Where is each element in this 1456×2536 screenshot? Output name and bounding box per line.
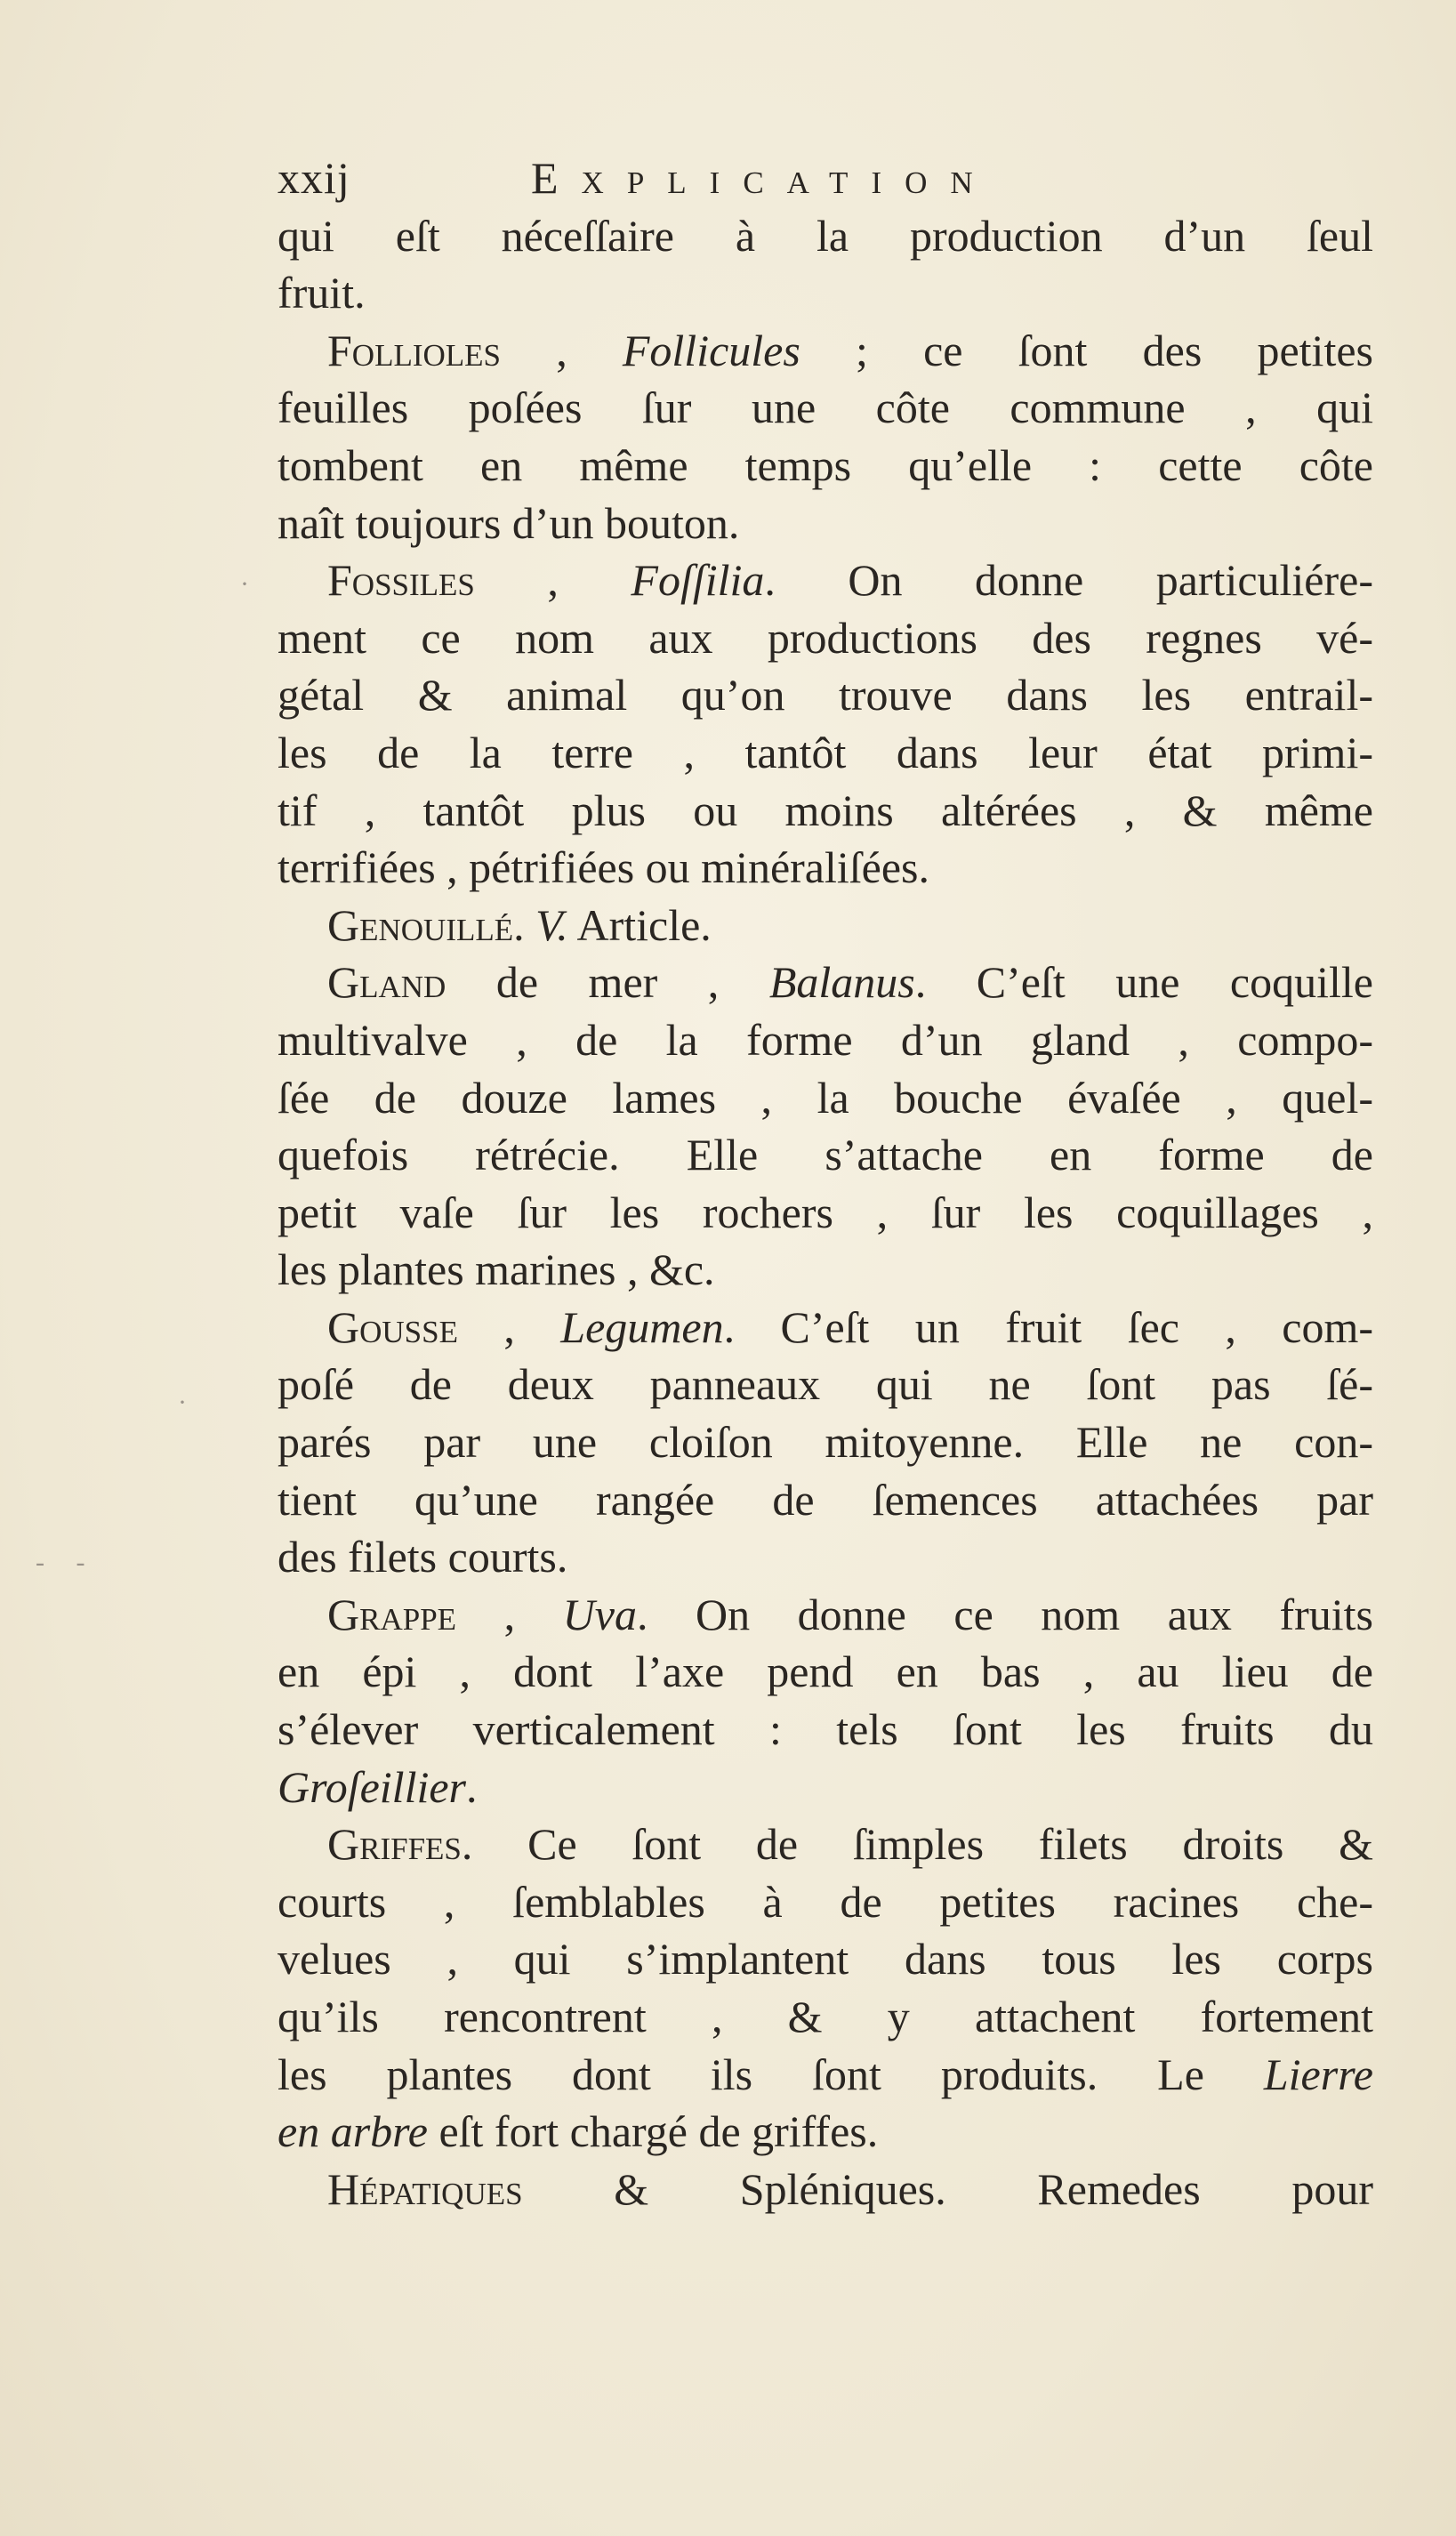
text-line: en épi , dont l’axe pend en bas , au lieu de — [278, 1646, 1373, 1697]
text-line: tombent en même temps qu’elle : cette côte — [278, 439, 1373, 490]
text-line: parés par une cloiſon mitoyenne. Elle ne con- — [278, 1417, 1373, 1468]
text-line: quefois rétrécie. Elle s’attache en forme de — [278, 1130, 1373, 1180]
entry-gland: Gland de mer , Balanus. C’eſt une coquille — [327, 957, 1373, 1008]
entry-term: Fossiles — [327, 555, 475, 606]
margin-dashes: - - — [36, 1548, 98, 1577]
text-line: qui eſt néceſſaire à la production d’un ſeul — [278, 210, 1373, 261]
text-line: poſé de deux panneaux qui ne ſont pas ſé- — [278, 1359, 1373, 1410]
entry-term: Griffes — [327, 1819, 462, 1870]
plant-name: Lierre — [1263, 2049, 1373, 2099]
entry-term: Follioles — [327, 325, 501, 375]
see-reference: V. — [535, 899, 568, 950]
text-line: des filets courts. — [278, 1532, 568, 1582]
running-title: Explication — [531, 153, 996, 203]
plant-name: Groſeillier — [278, 1761, 467, 1812]
latin-term: Follicules — [622, 325, 800, 375]
text-line: qu’ils rencontrent , & y attachent fortement — [278, 1992, 1373, 2041]
latin-term: Balanus — [768, 957, 915, 1008]
entry-term: Hépatiques — [327, 2163, 523, 2214]
text-line: tif , tantôt plus ou moins altérées , & même — [278, 785, 1373, 835]
latin-term: Uva — [562, 1589, 637, 1639]
entry-grappe: Grappe , Uva. On donne ce nom aux fruits — [327, 1589, 1374, 1639]
text-line: s’élever verticalement : tels ſont les fruits du — [278, 1704, 1373, 1755]
entry-term: Gland — [327, 957, 446, 1008]
text-line: terrifiées , pétrifiées ou minéraliſées. — [278, 842, 930, 893]
entry-griffes: Griffes. Ce ſont de ſimples filets droits & — [327, 1819, 1373, 1870]
text-line: Groſeillier. — [278, 1761, 478, 1812]
entry-follioles: Follioles , Follicules ; ce ſont des petites — [327, 325, 1373, 375]
entry-term: Gousse — [327, 1301, 458, 1352]
text-line: courts , ſemblables à de petites racines che- — [278, 1876, 1373, 1927]
text-line: petit vaſe ſur les rochers , ſur les coquillages , — [278, 1187, 1373, 1237]
text-line: les de la terre , tantôt dans leur état primi- — [278, 727, 1373, 777]
entry-term: Genouillé — [327, 899, 514, 950]
entry-term: Grappe — [327, 1589, 457, 1639]
text-line: les plantes dont ils ſont produits. Le Lierre — [278, 2049, 1373, 2099]
page-text — [278, 149, 1373, 2218]
text-line: tient qu’une rangée de ſemences attachées par — [278, 1474, 1373, 1525]
text-line: les plantes marines , &c. — [278, 1244, 715, 1295]
text-line: ſée de douze lames , la bouche évaſée , quel- — [278, 1072, 1373, 1123]
text-line: velues , qui s’implantent dans tous les corps — [278, 1934, 1373, 1985]
entry-hepatiques: Hépatiques & Spléniques. Remedes pour — [327, 2163, 1373, 2214]
entry-gousse: Gousse , Legumen. C’eſt un fruit ſec , com- — [327, 1301, 1373, 1352]
text-line: fruit. — [278, 268, 366, 318]
text-line: naît toujours d’un bouton. — [278, 497, 740, 548]
plant-name: en arbre — [278, 2106, 428, 2157]
margin-dot: · — [240, 569, 249, 599]
text-line: gétal & animal qu’on trouve dans les entrail- — [278, 670, 1373, 721]
running-header — [278, 149, 1373, 207]
entry-fossiles: Fossiles , Foſſilia. On donne particuliére- — [327, 555, 1373, 606]
margin-dot: · — [178, 1388, 187, 1417]
text-line: en arbre eſt fort chargé de griffes. — [278, 2106, 879, 2157]
text-line: feuilles poſées ſur une côte commune , qui — [278, 382, 1373, 433]
text-line: ment ce nom aux productions des regnes vé- — [278, 612, 1373, 663]
page-number: xxij — [278, 153, 350, 203]
latin-term: Foſſilia — [631, 555, 765, 606]
text-line: multivalve , de la forme d’un gland , compo- — [278, 1014, 1373, 1065]
entry-genouille: Genouillé. V. Article. — [327, 899, 712, 950]
latin-term: Legumen — [560, 1301, 724, 1352]
